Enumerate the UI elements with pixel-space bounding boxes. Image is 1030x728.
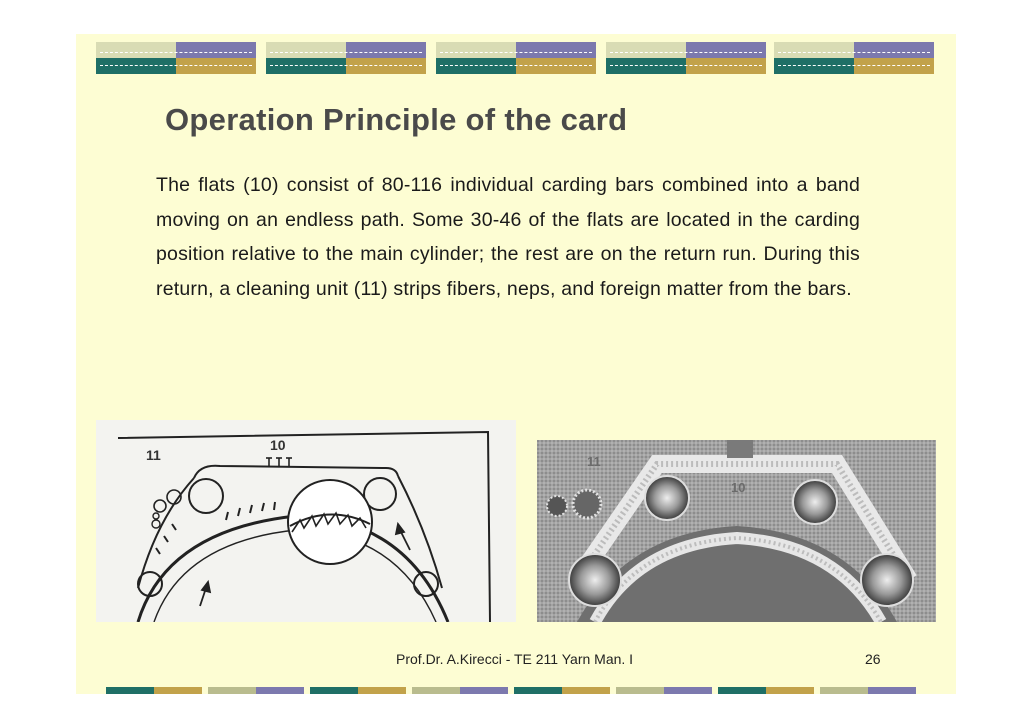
body-paragraph: The flats (10) consist of 80-116 individual carding bars combined into a band moving on an endless path. Some 30-46 of the flats are located in the carding position relative to the main cylinder; the rest are on the return run. During this return, a cleaning unit (11) strips fibers, neps, and foreign matter from the bars. bbox=[156, 174, 860, 300]
figure-label-cleaning-unit: 11 bbox=[146, 447, 161, 463]
figure-label-cleaning-unit: 11 bbox=[587, 454, 601, 469]
footer-credit: Prof.Dr. A.Kirecci - TE 211 Yarn Man. I bbox=[396, 651, 634, 667]
slide-title: Operation Principle of the card bbox=[165, 102, 628, 137]
figure-label-flats: 10 bbox=[731, 480, 746, 495]
band-block bbox=[266, 42, 426, 74]
band-block bbox=[774, 42, 934, 74]
band-block bbox=[96, 42, 256, 74]
band-block bbox=[606, 42, 766, 74]
figure-label-flats: 10 bbox=[270, 437, 286, 453]
flats-line-drawing-figure bbox=[96, 420, 516, 622]
flats-grayscale-figure bbox=[537, 440, 936, 622]
slide bbox=[76, 34, 956, 694]
top-decorative-band bbox=[96, 42, 934, 74]
bottom-decorative-band bbox=[106, 687, 924, 694]
page-number: 26 bbox=[865, 651, 881, 667]
band-block bbox=[436, 42, 596, 74]
